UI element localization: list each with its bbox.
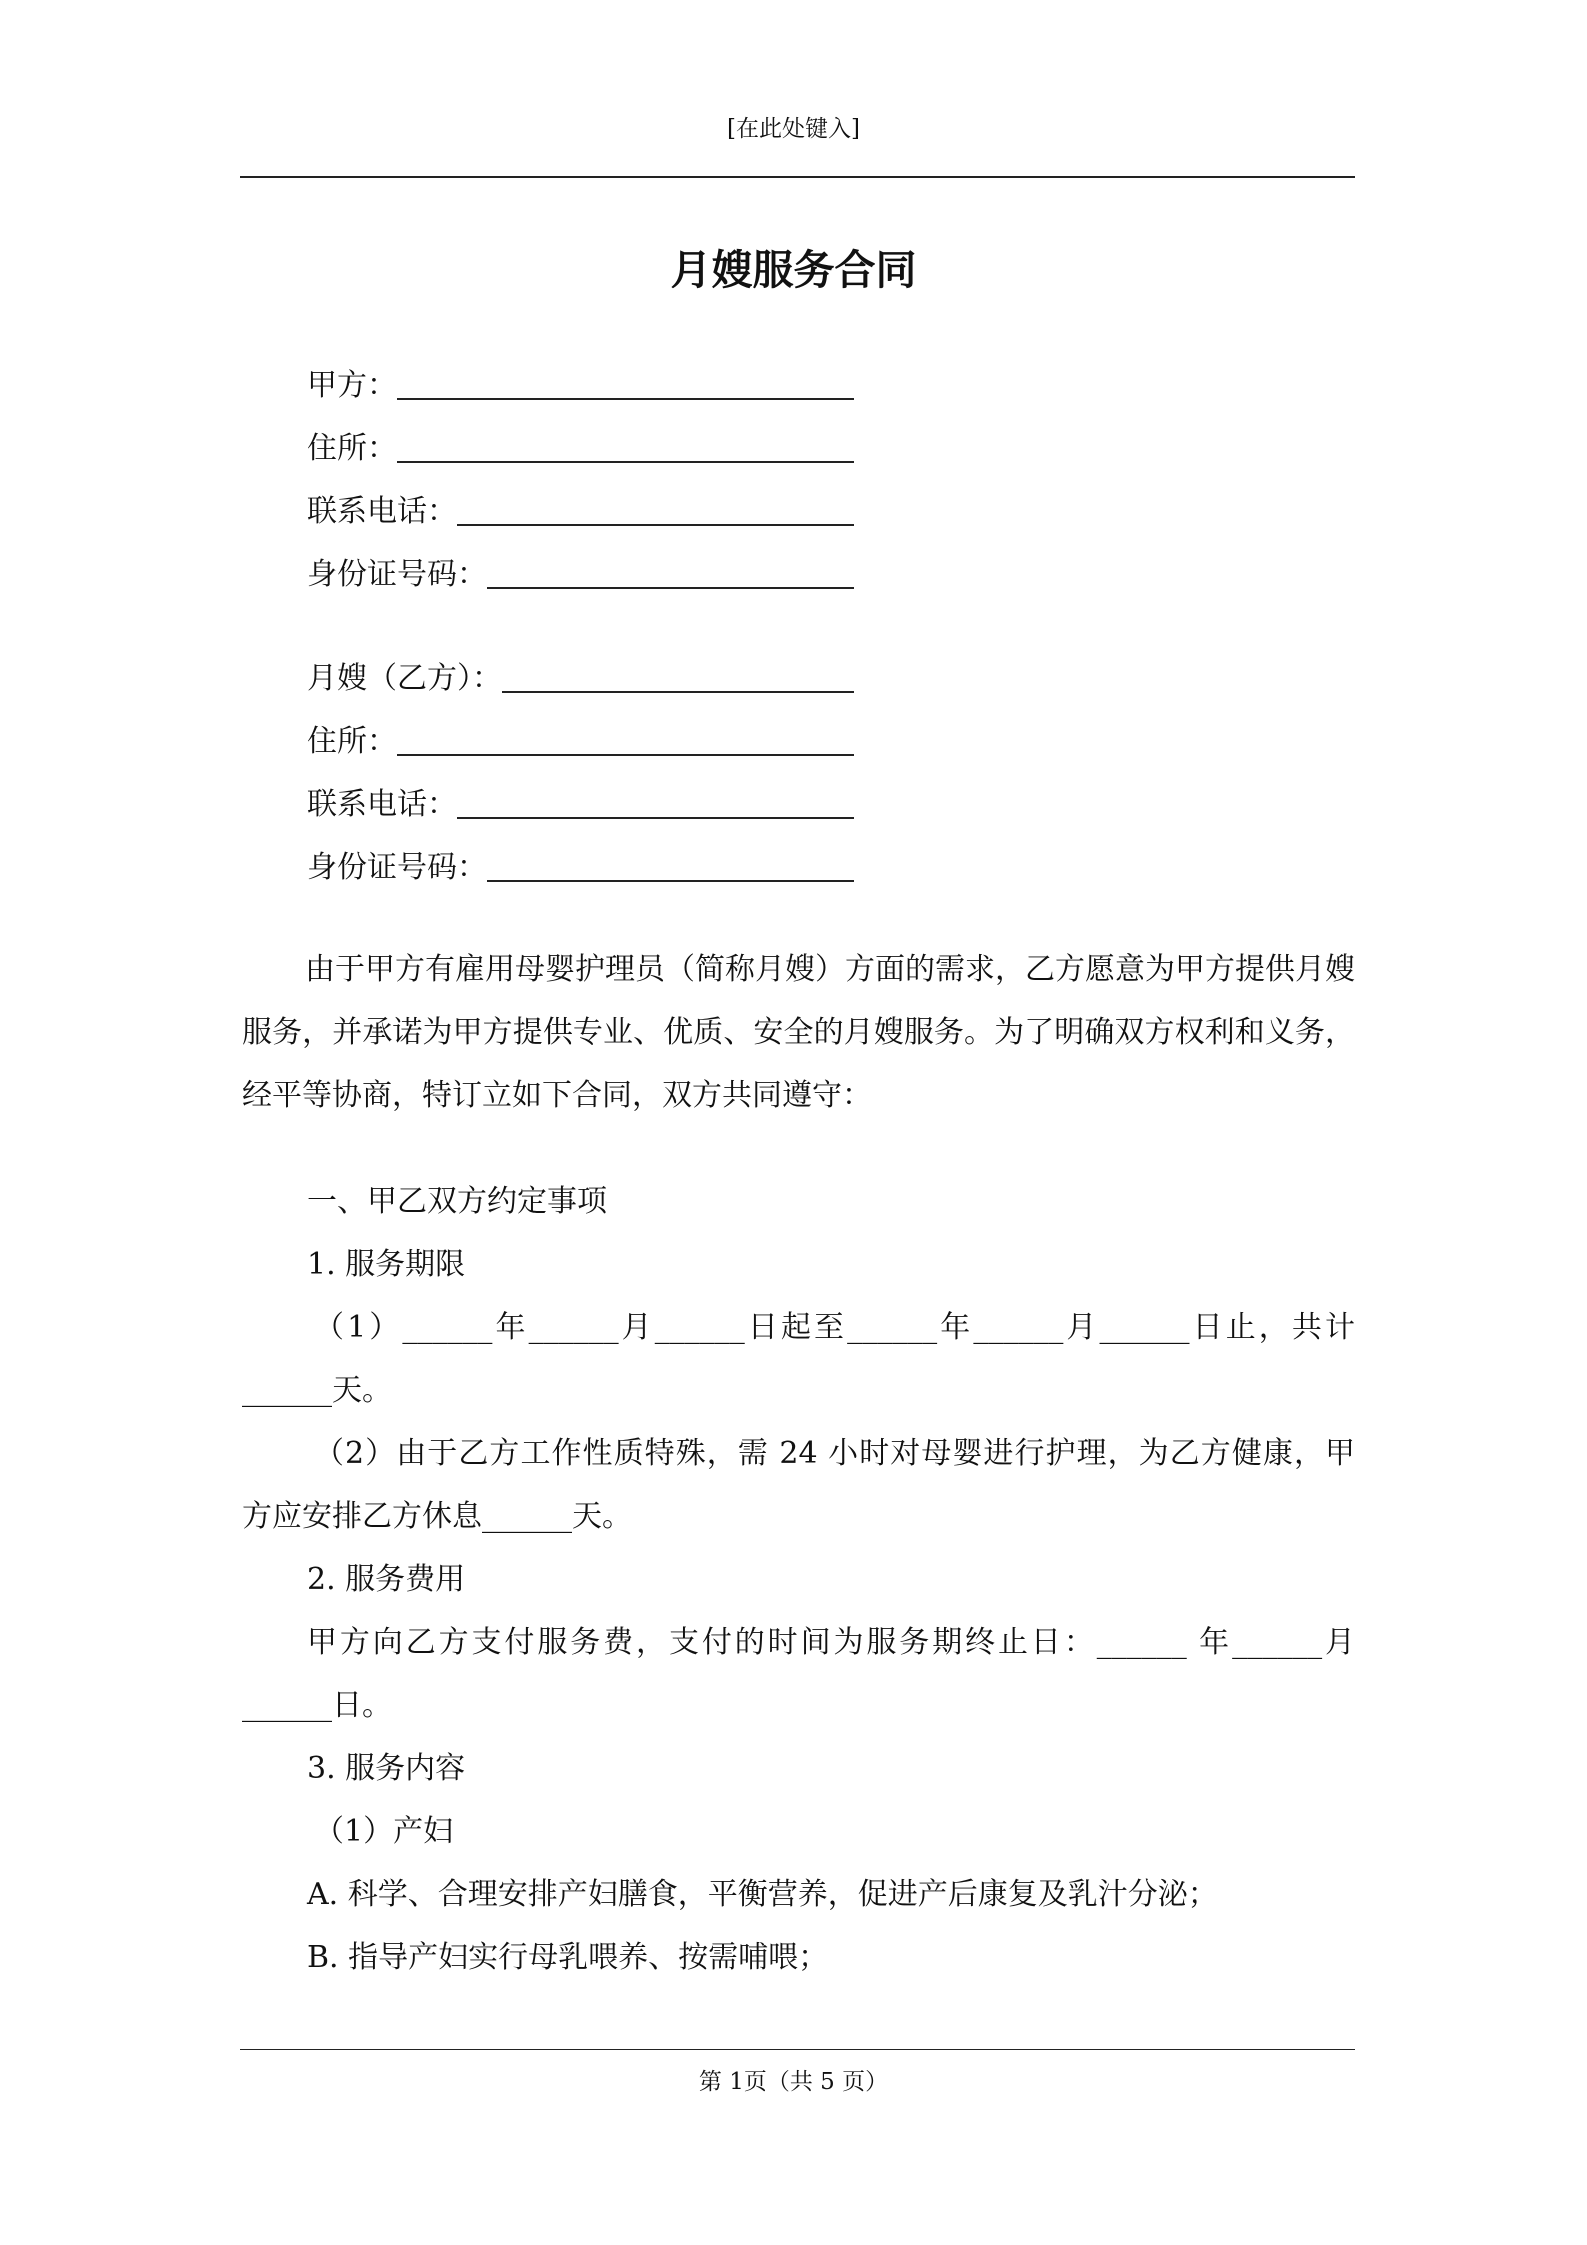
party-b-id-field[interactable] (307, 846, 854, 890)
document-title: 月嫂服务合同 (670, 246, 917, 294)
item-1-p1-line2: ______天。 (242, 1373, 392, 1408)
item-1-p2-line2: 方应安排乙方休息______天。 (242, 1499, 632, 1534)
party-b-name-field[interactable] (307, 657, 854, 701)
party-a-name-label: 甲方： (307, 368, 397, 403)
page-footer: 第 1页（共 5 页） (698, 2069, 889, 2095)
item-3-b: B. 指导产妇实行母乳喂养、按需哺喂； (307, 1940, 829, 1975)
footer-rule (240, 2049, 1355, 2050)
party-a-id-label: 身份证号码： (307, 557, 487, 592)
party-a-address-blank[interactable] (397, 461, 854, 463)
party-b-name-label: 月嫂（乙方）： (307, 661, 502, 696)
header-rule (240, 176, 1355, 178)
item-2-line2: ______日。 (242, 1688, 392, 1723)
item-3-a: A. 科学、合理安排产妇膳食，平衡营养，促进产后康复及乳汁分泌； (307, 1877, 1218, 1912)
item-3-title: 3. 服务内容 (307, 1751, 466, 1786)
item-2-line1: 甲方向乙方支付服务费，支付的时间为服务期终止日：______ 年______月 (307, 1625, 1355, 1660)
party-a-id-blank[interactable] (487, 587, 854, 589)
item-1-p1-line1: （1）______年______月______日起至______年______月______日止，共计 (314, 1310, 1355, 1345)
party-b-id-label: 身份证号码： (307, 850, 487, 885)
party-b-name-blank[interactable] (502, 691, 854, 693)
party-a-name-field[interactable] (307, 364, 854, 408)
party-a-name-blank[interactable] (397, 398, 854, 400)
page-header: [在此处键入] (727, 116, 860, 142)
party-b-phone-field[interactable] (307, 783, 854, 827)
intro-paragraph: 由于甲方有雇用母婴护理员（简称月嫂）方面的需求，乙方愿意为甲方提供月嫂服务，并承诺为甲方提供专业、优质、安全的月嫂服务。为了明确双方权利和义务，经平等协商，特订立如下合同，双方共同遵守： (242, 952, 1355, 1113)
party-b-address-blank[interactable] (397, 754, 854, 756)
party-b-phone-label: 联系电话： (307, 787, 457, 822)
section-1-heading: 一、甲乙双方约定事项 (307, 1184, 607, 1219)
party-a-address-field[interactable] (307, 427, 854, 471)
item-1-title: 1. 服务期限 (307, 1247, 466, 1282)
item-3-sub1: （1）产妇 (314, 1814, 454, 1849)
party-a-address-label: 住所： (307, 431, 397, 466)
party-b-id-blank[interactable] (487, 880, 854, 882)
party-b-phone-blank[interactable] (457, 817, 854, 819)
item-1-p2-line1: （2）由于乙方工作性质特殊，需 24 小时对母婴进行护理，为乙方健康，甲 (314, 1436, 1355, 1471)
item-2-title: 2. 服务费用 (307, 1562, 466, 1597)
party-a-phone-field[interactable] (307, 490, 854, 534)
party-a-phone-blank[interactable] (457, 524, 854, 526)
party-b-address-field[interactable] (307, 720, 854, 764)
party-b-address-label: 住所： (307, 724, 397, 759)
party-a-id-field[interactable] (307, 553, 854, 597)
party-a-phone-label: 联系电话： (307, 494, 457, 529)
